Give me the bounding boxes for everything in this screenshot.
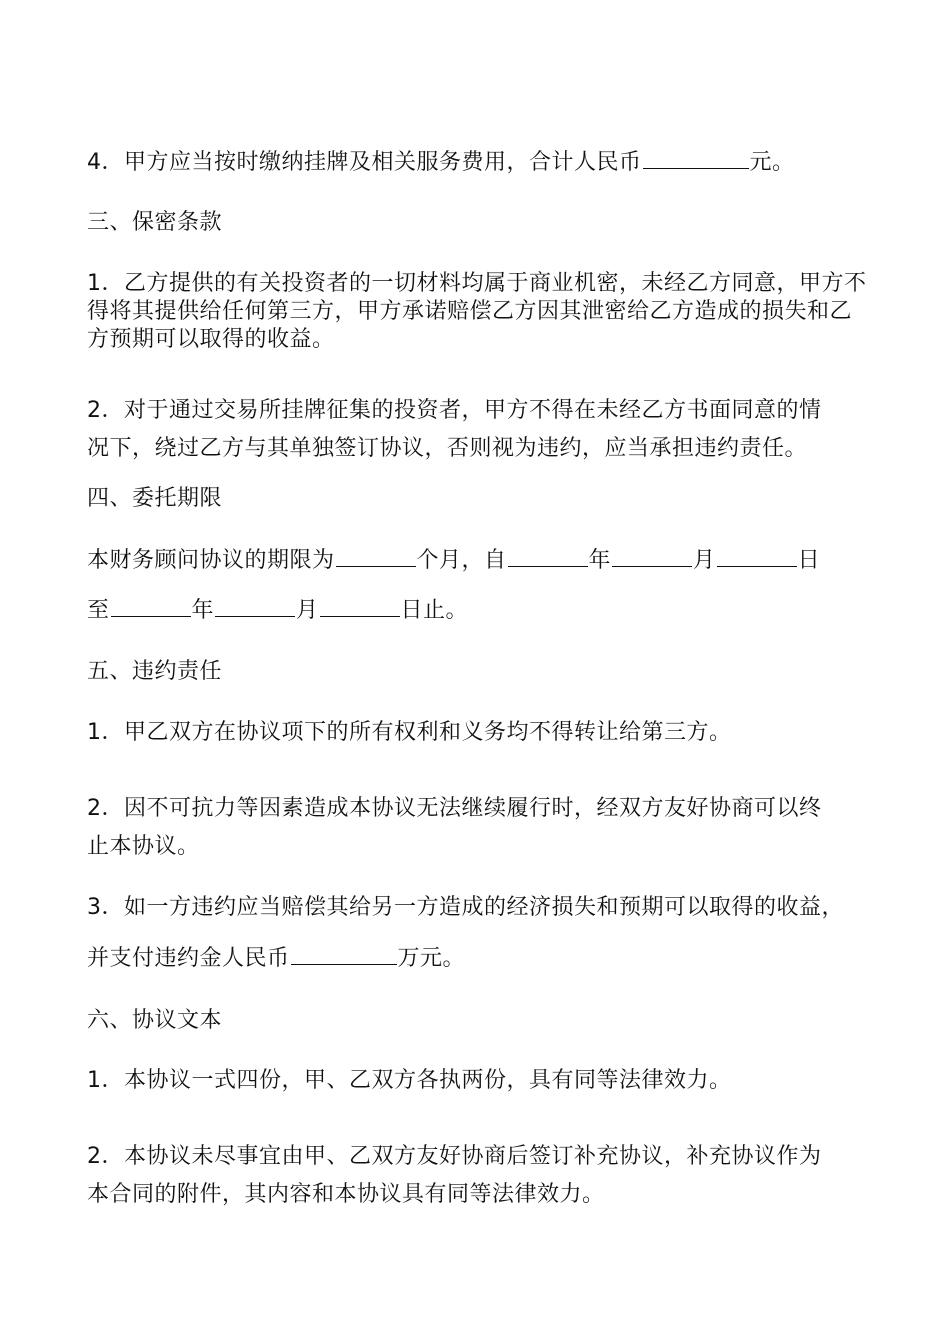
clause-term-line1 [87,544,820,576]
section-heading-term: 四、委托期限 [87,486,223,511]
term-text-to: 至 [87,598,110,623]
term-text-day: 日 [797,548,821,573]
term-text-period: 本财务顾问协议的期限为 [87,548,335,573]
penalty-unit: 万元。 [397,946,466,971]
term-text-end-day: 日止。 [400,598,469,623]
section-heading-text: 六、协议文本 [87,1008,223,1033]
clause-fee-unit: 元。 [749,150,795,175]
clause-liability-1: 1．甲乙双方在协议项下的所有权利和义务均不得转让给第三方。 [87,720,732,745]
clause-term-line2 [87,594,468,626]
clause-text-1: 1．本协议一式四份，甲、乙双方各执两份，具有同等法律效力。 [87,1068,732,1093]
term-text-from: 个月，自 [416,548,507,573]
section-heading-confidentiality: 三、保密条款 [87,210,223,235]
clause-confidentiality-2-line2: 况下，绕过乙方与其单独签订协议，否则视为违约，应当承担违约责任。 [87,436,808,461]
clause-text-2-line1: 2．本协议未尽事宜由甲、乙双方友好协商后签订补充协议，补充协议作为 [87,1144,822,1169]
clause-liability-3-line2 [87,942,465,974]
blank-end-month[interactable] [215,594,295,617]
term-text-end-year: 年 [191,598,215,623]
clause-liability-2-line2: 止本协议。 [87,834,200,859]
blank-start-day[interactable] [717,544,797,567]
blank-term-months[interactable] [336,544,416,567]
blank-end-day[interactable] [320,594,400,617]
blank-fee-amount[interactable] [643,146,749,169]
clause-liability-3-line1: 3．如一方违约应当赔偿其给另一方造成的经济损失和预期可以取得的收益， [87,895,844,920]
blank-penalty-amount[interactable] [291,942,397,965]
blank-start-month[interactable] [612,544,692,567]
term-text-month: 月 [693,548,716,573]
clause-liability-2-line1: 2．因不可抗力等因素造成本协议无法继续履行时，经双方友好协商可以终 [87,796,822,821]
term-text-end-month: 月 [296,598,319,623]
penalty-text: 并支付违约金人民币 [87,946,290,971]
clause-confidentiality-1: 1．乙方提供的有关投资者的一切材料均属于商业机密，未经乙方同意，甲方不得将其提供给任何第三方，甲方承诺赔偿乙方因其泄密给乙方造成的损失和乙方预期可以取得的收益。 [87,271,867,352]
term-text-year: 年 [588,548,612,573]
clause-fee [87,146,795,178]
clause-confidentiality-2-line1: 2．对于通过交易所挂牌征集的投资者，甲方不得在未经乙方书面同意的情 [87,398,822,423]
blank-start-year[interactable] [508,544,588,567]
blank-end-year[interactable] [111,594,191,617]
clause-text-2-line2: 本合同的附件，其内容和本协议具有同等法律效力。 [87,1182,605,1207]
section-heading-liability: 五、违约责任 [87,659,223,684]
clause-fee-text: 4．甲方应当按时缴纳挂牌及相关服务费用，合计人民币 [87,150,642,175]
